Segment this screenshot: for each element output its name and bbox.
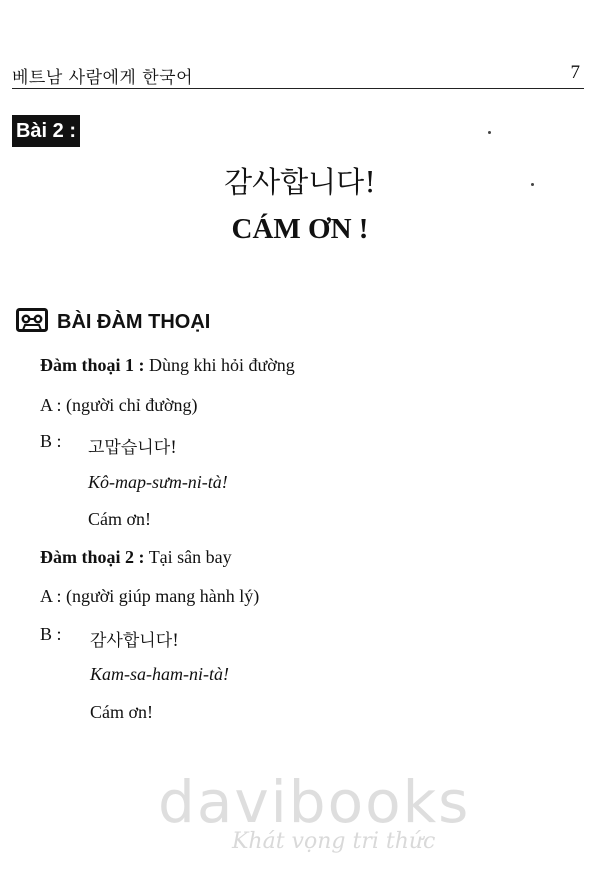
dialogue-2-meaning: Cám ơn! [90, 702, 154, 722]
lesson-title-vietnamese: CÁM ƠN ! [231, 213, 369, 245]
watermark-tagline: Khát vọng tri thức [232, 829, 436, 854]
section-heading: BÀI ĐÀM THOẠI [57, 311, 211, 333]
dialogue-1-heading [40, 355, 295, 376]
header-divider [12, 88, 584, 89]
dialogue-2-speaker-a: A : (người giúp mang hành lý) [40, 586, 260, 606]
dialogue-topic: Tại sân bay [148, 547, 232, 567]
dialogue-1-korean: 고맙습니다! [88, 438, 177, 458]
lesson-title-korean: 감사합니다! [224, 165, 376, 199]
dialogue-2-romanization: Kam-sa-ham-ni-tà! [90, 664, 229, 684]
dialogue-1-meaning: Cám ơn! [88, 509, 152, 529]
dialogue-2-korean: 감사합니다! [90, 631, 179, 651]
page-number: 7 [570, 62, 580, 83]
running-header-title: 베트남 사람에게 한국어 [12, 68, 194, 88]
dialogue-1-speaker-a: A : (người chỉ đường) [40, 395, 198, 415]
print-speck [488, 131, 491, 134]
dialogue-1-romanization: Kô-map-sưm-ni-tà! [88, 472, 228, 492]
dialogue-label: Đàm thoại 2 : [40, 547, 145, 567]
watermark-brand: davibooks [158, 768, 471, 836]
dialogue-2-speaker-b-label: B : [40, 624, 62, 644]
dialogue-2-heading [40, 547, 232, 568]
dialogue-1-speaker-b-label: B : [40, 431, 62, 451]
lesson-badge: Bài 2 : [12, 115, 80, 147]
cassette-tape-icon [16, 308, 48, 332]
dialogue-label: Đàm thoại 1 : [40, 355, 145, 375]
dialogue-topic: Dùng khi hỏi đường [149, 355, 295, 375]
